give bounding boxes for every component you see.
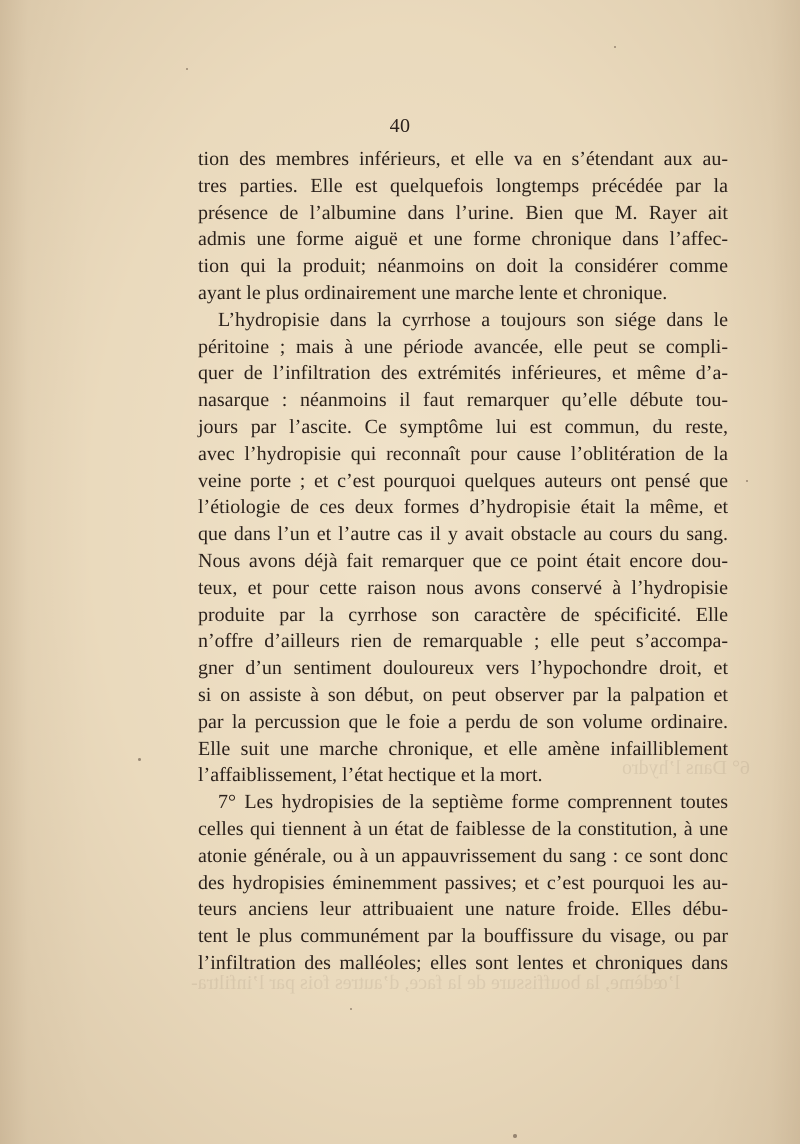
text-line: n’offre d’ailleurs rien de remarquable ; elle peut s’accompa-	[198, 630, 728, 653]
text-line: l’étiologie de ces deux formes d’hydropisie était la même, et	[198, 496, 728, 519]
paper-speck	[513, 1134, 517, 1138]
text-line: tion des membres inférieurs, et elle va en s’étendant aux au-	[198, 148, 728, 170]
text-line: 7° Les hydropisies de la septième forme comprennent toutes	[218, 791, 728, 814]
text-line: veine porte ; et c’est pourquoi quelques auteurs ont pensé que	[198, 469, 728, 492]
text-line: jours par l’ascite. Ce symptôme lui est commun, du reste,	[198, 415, 728, 438]
paper-speck	[186, 68, 188, 70]
text-line: l’infiltration des malléoles; elles sont lentes et chroniques dans	[198, 951, 728, 974]
text-line: L’hydropisie dans la cyrrhose a toujours son siége dans le	[218, 308, 728, 331]
text-line: atonie générale, ou à un appauvrissement du sang : ce sont donc	[198, 844, 728, 867]
text-line: quer de l’infiltration des extrémités inférieures, et même d’a-	[198, 362, 728, 385]
text-line: Nous avons déjà fait remarquer que ce point était encore dou-	[198, 549, 728, 572]
text-line: par la percussion que le foie a perdu de son volume ordinaire.	[198, 710, 728, 733]
text-line: l’affaiblissement, l’état hectique et la mort.	[198, 764, 543, 787]
text-line: nasarque : néanmoins il faut remarquer qu’elle débute tou-	[198, 389, 728, 412]
text-line: teurs anciens leur attribuaient une nature froide. Elles débu-	[198, 898, 728, 921]
body-text	[198, 146, 728, 977]
text-line: si on assiste à son début, on peut observer par la palpation et	[198, 683, 728, 706]
text-line: teux, et pour cette raison nous avons conservé à l’hydropisie	[198, 576, 728, 599]
page-number: 40	[389, 115, 411, 137]
text-line: admis une forme aiguë et une forme chronique dans l’affec-	[198, 228, 728, 251]
paper-speck	[138, 758, 141, 761]
paper-speck	[350, 1008, 352, 1010]
text-line: tent le plus communément par la bouffissure du visage, ou par	[198, 925, 728, 948]
paper-speck	[746, 480, 748, 482]
text-line: celles qui tiennent à un état de faiblesse de la constitution, à une	[198, 817, 728, 840]
text-line: ayant le plus ordinairement une marche lente et chronique.	[198, 281, 668, 304]
text-line: gner d’un sentiment douloureux vers l’hypochondre droit, et	[198, 657, 728, 680]
show-through-text: 6° Dans l’hydro	[622, 757, 750, 779]
text-line: que dans l’un et l’autre cas il y avait obstacle au cours du sang.	[198, 523, 728, 546]
text-line: présence de l’albumine dans l’urine. Bien que M. Rayer ait	[198, 201, 728, 224]
text-line: tres parties. Elle est quelquefois longtemps précédée par la	[198, 174, 728, 197]
text-line: Elle suit une marche chronique, et elle amène infailliblement	[198, 737, 728, 760]
text-line: tion qui la produit; néanmoins on doit la considérer comme	[198, 255, 728, 278]
text-line: des hydropisies éminemment passives; et c’est pourquoi les au-	[198, 871, 728, 894]
show-through-text: l’œdème, la bouffissure de la face, d’autres fois par l’infiltra-	[191, 972, 680, 994]
paper-speck	[614, 46, 616, 48]
text-line: avec l’hydropisie qui reconnaît pour cause l’oblitération de la	[198, 442, 728, 465]
text-line: produite par la cyrrhose son caractère de spécificité. Elle	[198, 603, 728, 626]
text-line: péritoine ; mais à une période avancée, elle peut se compli-	[198, 335, 728, 358]
